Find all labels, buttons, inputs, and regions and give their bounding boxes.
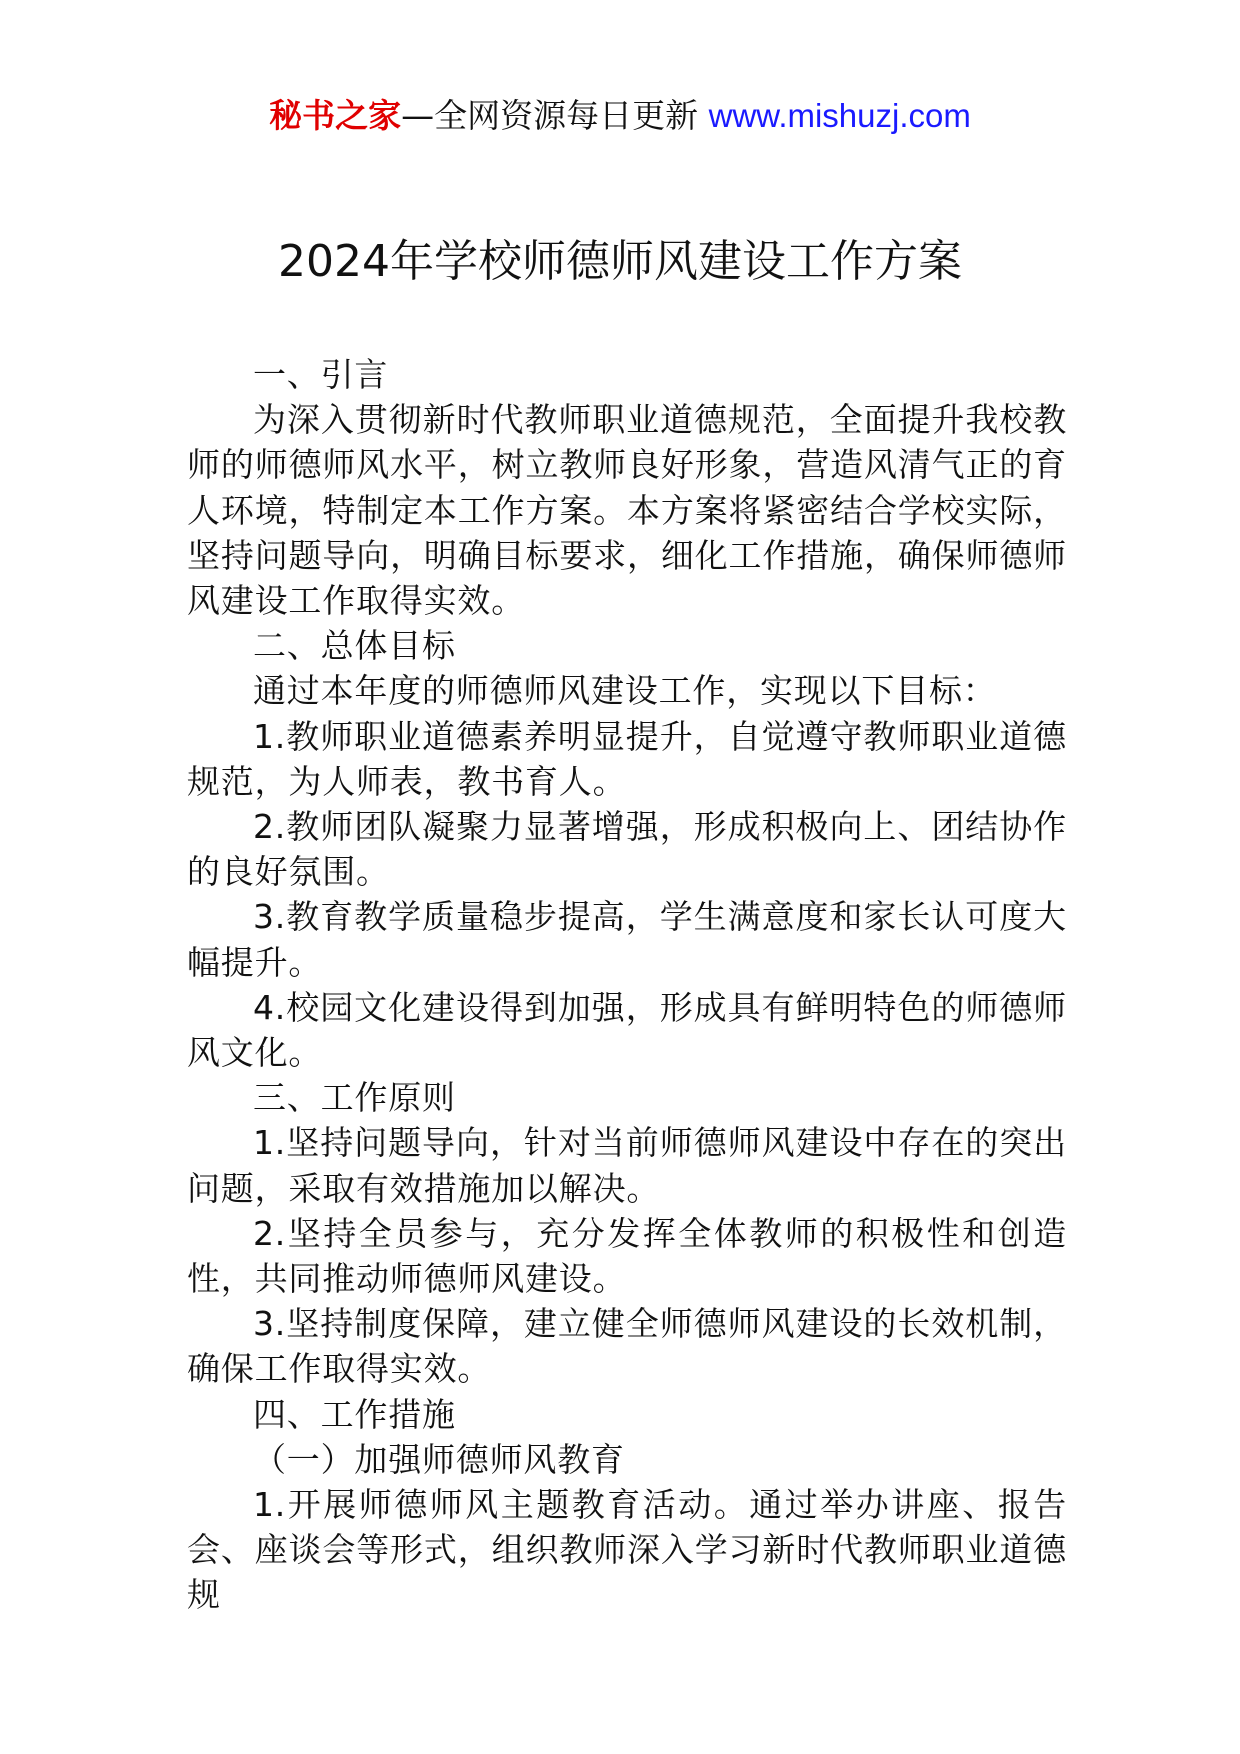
- section-heading-measures: 四、工作措施: [253, 1394, 456, 1434]
- list-item: 2.坚持全员参与，充分发挥全体教师的积极性和创造性，共同推动师德师风建设。: [187, 1213, 1067, 1299]
- subsection-heading: （一）加强师德师风教育: [253, 1439, 625, 1479]
- list-item: 3.坚持制度保障，建立健全师德师风建设的长效机制，确保工作取得实效。: [187, 1304, 1067, 1389]
- list-item: 1.坚持问题导向，针对当前师德师风建设中存在的突出问题，采取有效措施加以解决。: [187, 1123, 1067, 1208]
- list-item: 4.校园文化建设得到加强，形成具有鲜明特色的师德师风文化。: [187, 987, 1067, 1073]
- paragraph: 为深入贯彻新时代教师职业道德规范，全面提升我校教师的师德师风水平，树立教师良好形象，营造风清气正的育人环境，特制定本工作方案。本方案将紧密结合学校实际，坚持问题导向，明确目标要求，细化工作措施，确保师德师风建设工作取得实效。: [187, 400, 1067, 621]
- list-item: 1.教师职业道德素养明显提升，自觉遵守教师职业道德规范，为人师表，教书育人。: [187, 716, 1067, 801]
- paragraph: 通过本年度的师德师风建设工作，实现以下目标：: [253, 671, 997, 711]
- banner-slogan: —全网资源每日更新: [401, 96, 709, 135]
- section-heading-principles: 三、工作原则: [253, 1078, 456, 1118]
- site-banner: [0, 96, 1240, 136]
- list-item: 2.教师团队凝聚力显著增强，形成积极向上、团结协作的良好氛围。: [187, 807, 1067, 892]
- site-url-link[interactable]: www.mishuzj.com: [708, 97, 971, 134]
- section-heading-intro: 一、引言: [253, 355, 389, 394]
- list-item: 3.教育教学质量稳步提高，学生满意度和家长认可度大幅提升。: [187, 897, 1067, 982]
- document-body: [187, 352, 1067, 1618]
- section-heading-goals: 二、总体目标: [253, 626, 456, 666]
- list-item: 1.开展师德师风主题教育活动。通过举办讲座、报告会、座谈会等形式，组织教师深入学习新时代教师职业道德规: [187, 1485, 1067, 1615]
- document-title: 2024年学校师德师风建设工作方案: [278, 236, 962, 287]
- brand-name: 秘书之家: [269, 96, 402, 135]
